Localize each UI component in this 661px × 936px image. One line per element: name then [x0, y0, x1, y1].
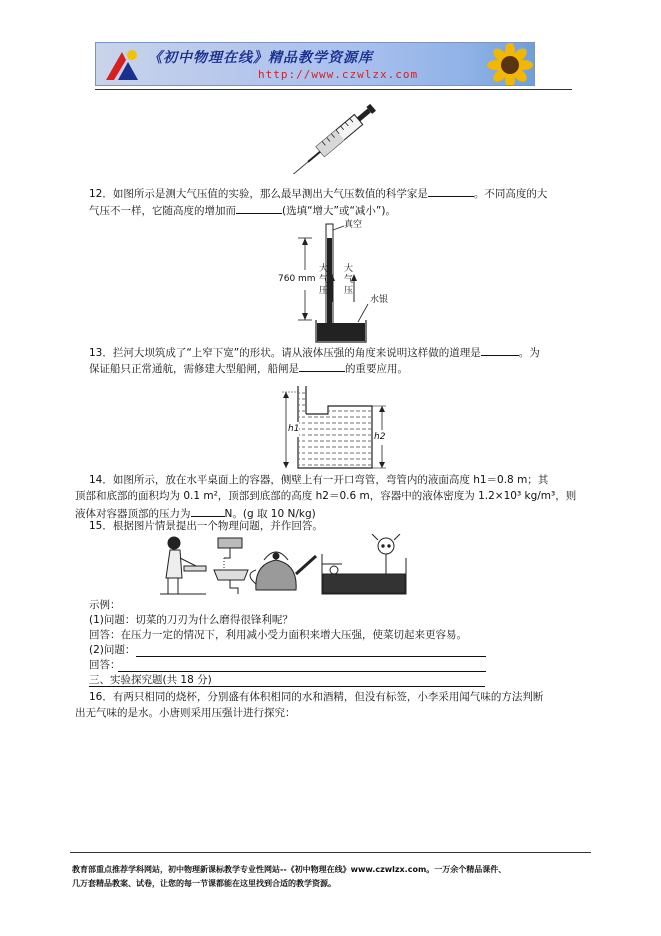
q12-line1	[89, 185, 547, 202]
pressure-label-left: 大气压	[319, 264, 329, 296]
q15-a2-label: 回答：	[89, 659, 121, 671]
q13-blank-reason[interactable]	[481, 344, 519, 356]
q14-text-b: N。(g 取 10 N/kg)	[224, 508, 316, 520]
q12-text-a: 12．如图所示是测大气压值的实验，那么最早测出大气压数值的科学家是	[89, 188, 428, 200]
q13-text-d: 的重要应用。	[345, 363, 408, 375]
footer-line2: 几万套精品教案、试卷，让您的每一节课都能在这里找到合适的教学资源。	[72, 879, 336, 888]
container-figure	[278, 372, 398, 472]
q14-line2: 顶部和底部的面积均为 0.1 m²，顶部到底部的高度 h2＝0.6 m，容器中的液体密度为 1.2×10³ kg/m³，则	[75, 490, 577, 502]
vacuum-label: 真空	[344, 220, 363, 230]
height-760mm-label: 760 mm	[278, 274, 316, 284]
scene-illustrations	[156, 534, 416, 596]
pressure-label-right: 大气压	[344, 264, 354, 296]
q12-text-c: 气压不一样，它随高度的增加而	[89, 205, 236, 217]
tank-animal-icon	[322, 534, 406, 594]
syringe-icon	[292, 94, 392, 174]
q12-blank-scientist[interactable]	[428, 185, 474, 197]
q15-line1: 15．根据图片情景提出一个物理问题，并作回答。	[89, 520, 323, 532]
h2-label: h2	[374, 430, 385, 445]
header-divider	[95, 89, 572, 90]
kettle-icon	[250, 552, 316, 590]
q15-answer-line-1[interactable]	[118, 671, 486, 672]
torricelli-figure	[278, 220, 398, 345]
q14-line1: 14．如图所示，放在水平桌面上的容器，侧壁上有一开口弯管，弯管内的液面高度 h1＝0.8 m；其	[89, 474, 549, 486]
q13-blank-principle[interactable]	[299, 360, 345, 372]
footer-divider	[70, 852, 591, 853]
q15-question-line[interactable]	[136, 656, 486, 657]
mercury-label: 水银	[370, 295, 389, 305]
person-cutting-icon	[160, 537, 206, 594]
sunflower-icon	[480, 43, 535, 86]
q13-text-a: 13．拦河大坝筑成了“上窄下宽”的形状。请从液体压强的角度来说明这样做的道理是	[89, 347, 481, 359]
q15-example-question: (1)问题：切菜的刀刃为什么磨得很锋利呢？	[89, 614, 293, 626]
q12-text-d: (选填“增大”或“减小”)。	[282, 205, 396, 217]
q15-example-answer: 回答：在压力一定的情况下，利用减小受力面积来增大压强，使菜切起来更容易。	[89, 629, 467, 641]
q15-q2-label: (2)问题：	[89, 644, 136, 656]
q16-line1: 16．有两只相同的烧杯，分别盛有体积相同的水和酒精，但没有标签，小李采用闻气味的方法判断	[89, 691, 544, 703]
banner-title: 《初中物理在线》精品教学资源库	[148, 50, 373, 66]
footer-line1: 教育部重点推荐学科网站，初中物理新课标教学专业性网站--《初中物理在线》www.czwlzx.com。一万余个精品课件、	[72, 865, 507, 874]
q13-text-c: 保证船只正常通航，需修建大型船闸，船闸是	[89, 363, 299, 375]
faucet-sink-icon	[214, 538, 248, 594]
q14-text-a: 液体对容器顶部的压力为	[75, 508, 191, 520]
q12-line2	[89, 202, 396, 219]
site-logo-icon	[102, 46, 142, 84]
h1-label: h1	[288, 422, 299, 437]
section3-title: 三、实验探究题(共 18 分)	[89, 674, 212, 686]
banner-url[interactable]: http://www.czwlzx.com	[258, 68, 419, 81]
q12-blank-trend[interactable]	[236, 202, 282, 214]
header-banner	[95, 42, 535, 86]
q14-blank-force[interactable]	[191, 505, 225, 517]
q13-text-b: 。为	[518, 347, 540, 359]
q13-line1	[89, 344, 540, 361]
q12-text-b: 。不同高度的大	[473, 188, 548, 200]
q15-example-label: 示例：	[89, 599, 121, 611]
q16-line2: 出无气味的是水。小唐则采用压强计进行探究：	[75, 707, 296, 719]
